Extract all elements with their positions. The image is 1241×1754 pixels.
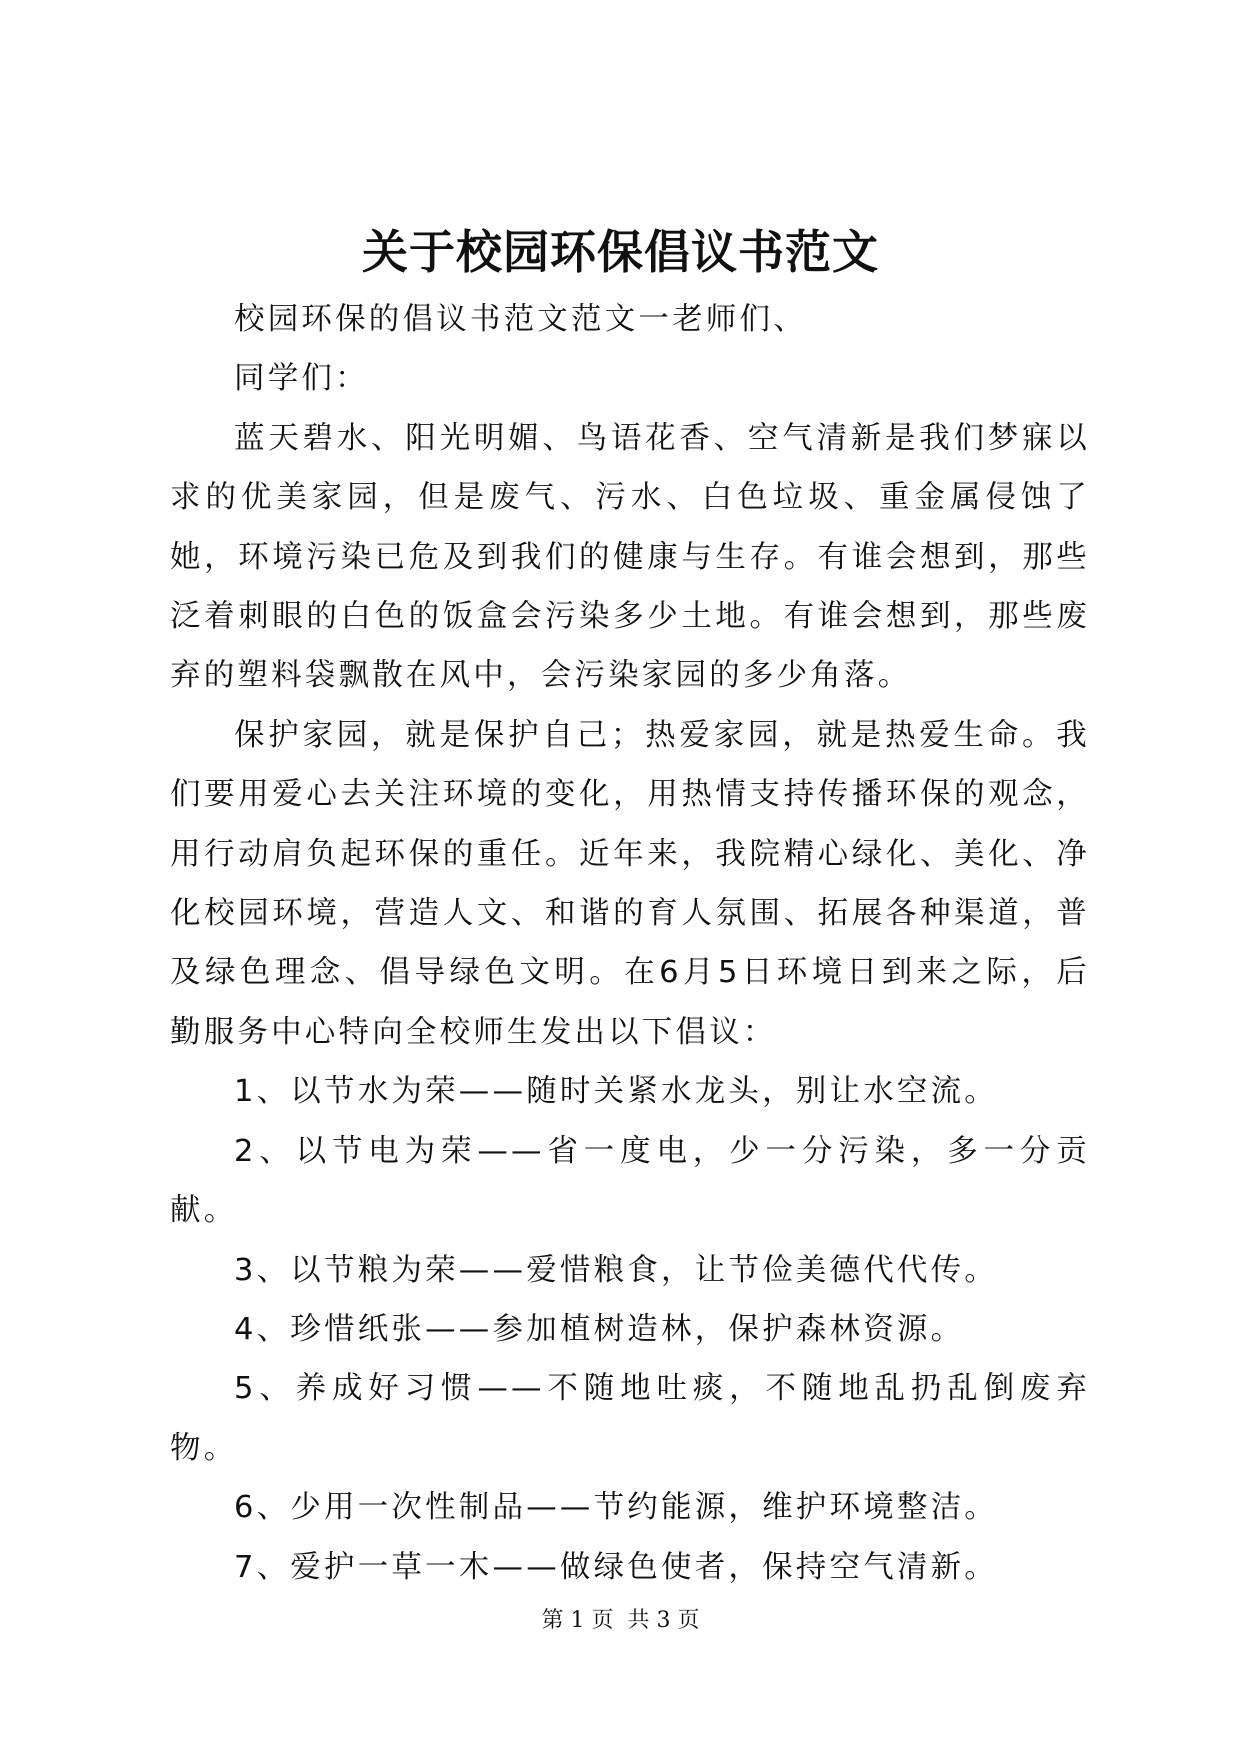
- list-item-4: 4、珍惜纸张——参加植树造林，保护森林资源。: [234, 1311, 965, 1347]
- list-item-1: 1、以节水为荣——随时关紧水龙头，别让水空流。: [234, 1074, 999, 1110]
- greeting-line: 校园环保的倡议书范文范文一老师们、: [234, 302, 807, 337]
- document-title: 关于校园环保倡议书范文: [362, 225, 879, 279]
- page-number: 第 1 页 共 3 页: [541, 1608, 700, 1633]
- list-item-6: 6、少用一次性制品——节约能源，维护环境整洁。: [234, 1490, 999, 1526]
- page-footer: [0, 1606, 1241, 1636]
- list-item-2: 2、以节电为荣——省一度电，少一分污染，多一分贡献。: [170, 1133, 1090, 1229]
- list-item-3: 3、以节粮为荣——爱惜粮食，让节俭美德代代传。: [234, 1252, 999, 1288]
- paragraph-proposal: 保护家园，就是保护自己；热爱家园，就是热爱生命。我们要用爱心去关注环境的变化，用热情支持传播环保的观念，用行动肩负起环保的重任。近年来，我院精心绿化、美化、净化校园环境，营造人文、和谐的育人氛围、拓展各种渠道，普及绿色理念、倡导绿色文明。在6月5日环境日到来之际，后勤服务中心特向全校师生发出以下倡议：: [170, 717, 1090, 1050]
- list-item-7: 7、爱护一草一木——做绿色使者，保持空气清新。: [234, 1549, 999, 1585]
- document-body: [170, 290, 1090, 1597]
- list-item-5: 5、养成好习惯——不随地吐痰，不随地乱扔乱倒废弃物。: [170, 1371, 1090, 1466]
- salutation-line: 同学们：: [234, 361, 369, 397]
- paragraph-intro: 蓝天碧水、阳光明媚、鸟语花香、空气清新是我们梦寐以求的优美家园，但是废气、污水、白色垃圾、重金属侵蚀了她，环境污染已危及到我们的健康与生存。有谁会想到，那些泛着刺眼的白色的饭盒会污染多少土地。有谁会想到，那些废弃的塑料袋飘散在风中，会污染家园的多少角落。: [170, 420, 1090, 694]
